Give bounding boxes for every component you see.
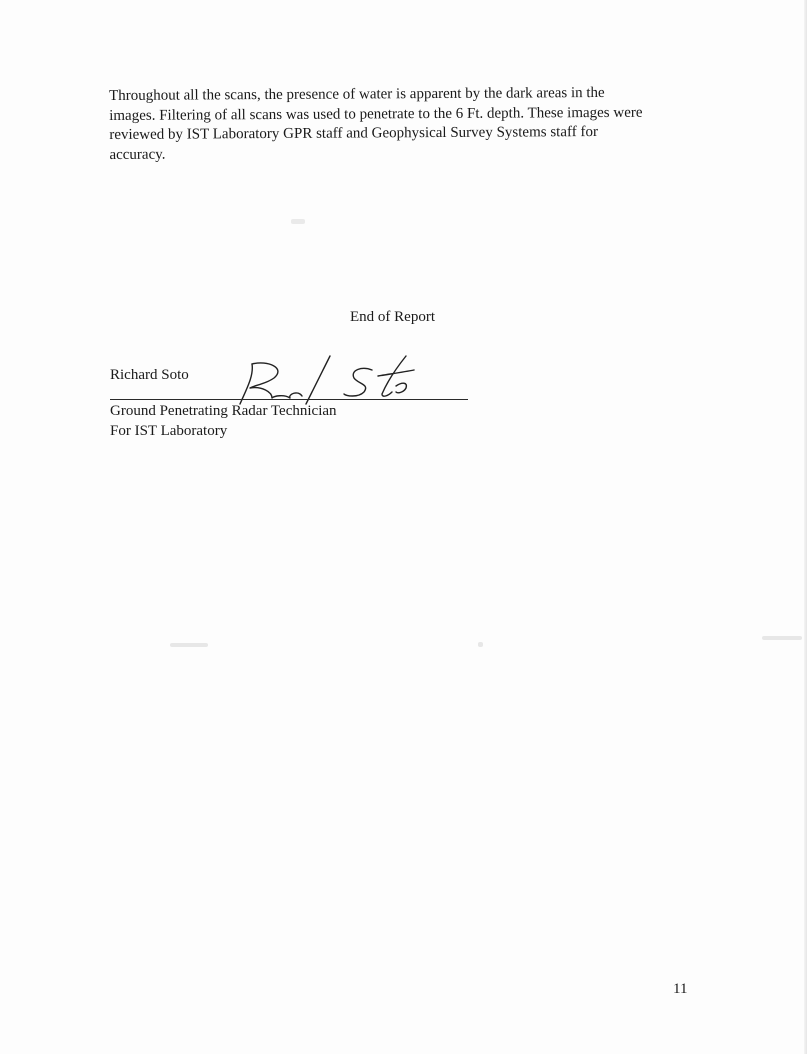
scan-smudge (762, 636, 802, 640)
scan-smudge (478, 642, 483, 647)
signer-organization-line: For IST Laboratory (110, 422, 228, 439)
scan-smudge (170, 643, 208, 647)
page-number: 11 (673, 981, 688, 997)
signer-title-line: Ground Penetrating Radar Technician (110, 403, 337, 419)
paragraph-line: accuracy. (109, 146, 166, 163)
paragraph-line: Throughout all the scans, the presence of water is apparent by the dark areas in the (109, 84, 605, 104)
scan-smudge (291, 219, 305, 224)
paragraph-line: reviewed by IST Laboratory GPR staff and Geophysical Survey Systems staff for (109, 124, 599, 143)
signer-title (110, 402, 337, 441)
paragraph-line: images. Filtering of all scans was used to penetrate to the 6 Ft. depth. These images were (109, 104, 643, 124)
body-paragraph (109, 83, 689, 165)
signer-name: Richard Soto (110, 367, 189, 383)
signature-line (110, 399, 468, 400)
end-of-report-heading: End of Report (350, 309, 435, 325)
